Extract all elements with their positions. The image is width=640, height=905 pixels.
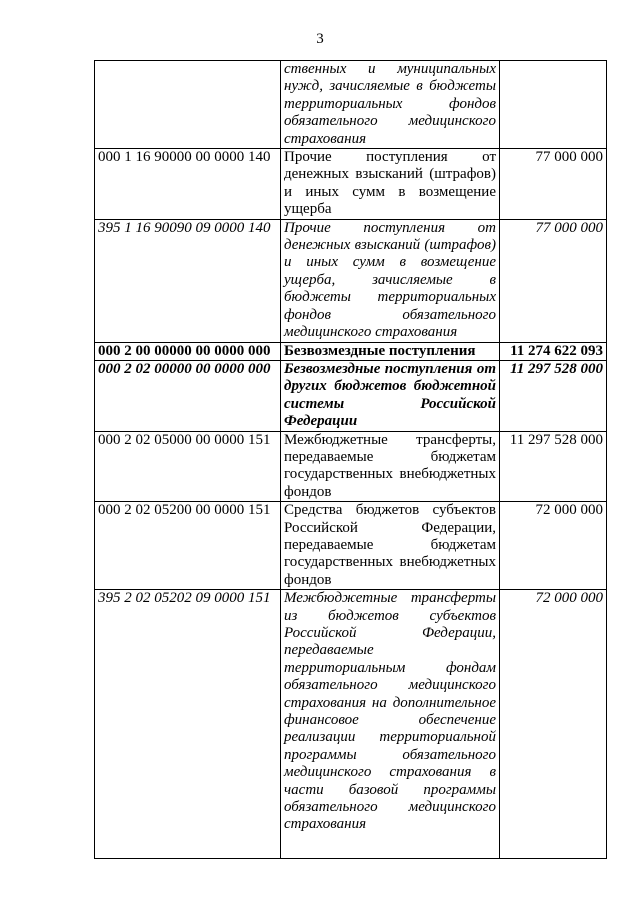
row-amount: 72 000 000 <box>500 502 607 590</box>
row-code: 395 2 02 05202 09 0000 151 <box>95 590 281 859</box>
row-name: Прочие поступления от денежных взысканий (штрафов) и иных сумм в возмещение ущерба, зачисляемые в бюджеты территориальных фондов обязательного медицинского страхования <box>281 219 500 342</box>
row-code: 000 1 16 90000 00 0000 140 <box>95 149 281 220</box>
row-amount: 77 000 000 <box>500 149 607 220</box>
table-row <box>95 431 607 502</box>
row-name: Безвозмездные поступления <box>281 342 500 360</box>
row-code: 000 2 00 00000 00 0000 000 <box>95 342 281 360</box>
page-number: 3 <box>316 31 324 47</box>
budget-classification-table <box>94 60 607 859</box>
row-code: 395 1 16 90090 09 0000 140 <box>95 219 281 342</box>
table-row <box>95 61 607 149</box>
table-row <box>95 360 607 431</box>
table-row <box>95 149 607 220</box>
row-amount: 11 297 528 000 <box>500 360 607 431</box>
table-row <box>95 342 607 360</box>
row-name: Средства бюджетов субъектов Российской Федерации, передаваемые бюджетам государственных внебюджетных фондов <box>281 502 500 590</box>
row-amount: 11 274 622 093 <box>500 342 607 360</box>
row-code <box>95 61 281 149</box>
row-name: Межбюджетные трансферты, передаваемые бюджетам государственных внебюджетных фондов <box>281 431 500 502</box>
row-name: Безвозмездные поступления от других бюджетов бюджетной системы Российской Федерации <box>281 360 500 431</box>
row-code: 000 2 02 00000 00 0000 000 <box>95 360 281 431</box>
row-amount: 11 297 528 000 <box>500 431 607 502</box>
table-row <box>95 502 607 590</box>
row-name: Межбюджетные трансферты из бюджетов субъектов Российской Федерации, передаваемые территориальным фондам обязательного медицинского страхования на дополнительное финансовое обеспечение реализации территориальной программы обязательного медицинского страхования в части базовой программы обязательного медицинского страхования <box>281 590 500 859</box>
row-amount <box>500 61 607 149</box>
row-code: 000 2 02 05200 00 0000 151 <box>95 502 281 590</box>
table-row <box>95 219 607 342</box>
row-name: ственных и муниципальных нужд, зачисляемые в бюджеты территориальных фондов обязательного медицинского страхования <box>281 61 500 149</box>
table-row <box>95 590 607 859</box>
row-amount: 72 000 000 <box>500 590 607 859</box>
row-amount: 77 000 000 <box>500 219 607 342</box>
row-code: 000 2 02 05000 00 0000 151 <box>95 431 281 502</box>
row-name: Прочие поступления от денежных взысканий (штрафов) и иных сумм в возмещение ущерба <box>281 149 500 220</box>
